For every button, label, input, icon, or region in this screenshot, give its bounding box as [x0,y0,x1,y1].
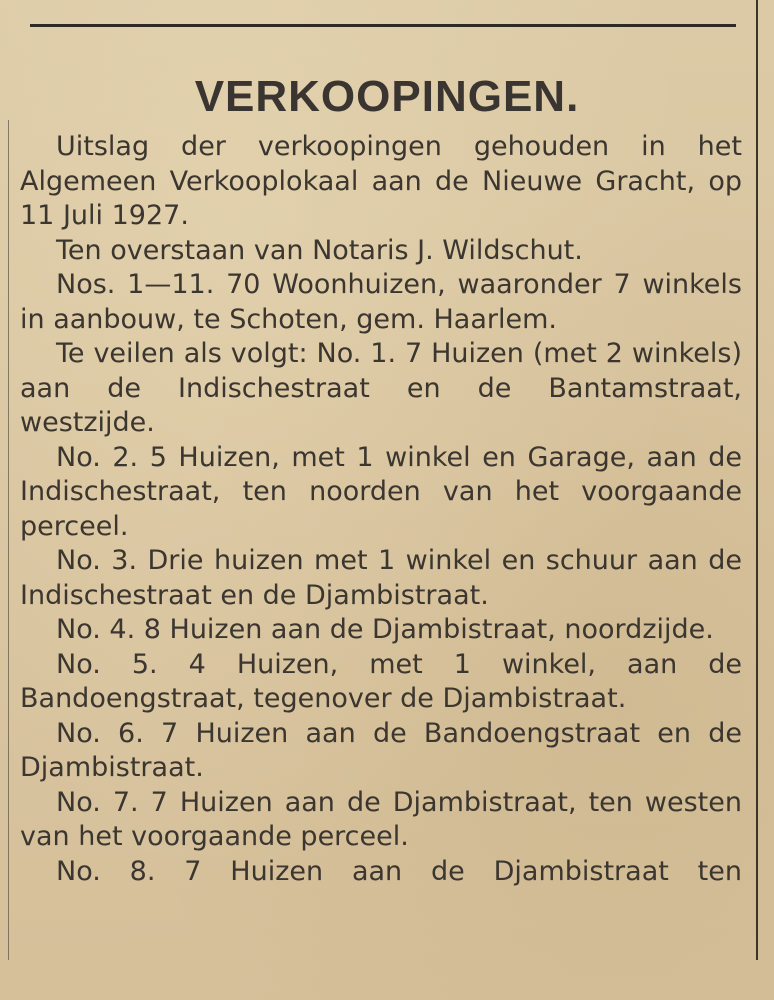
paragraph-lot-2: No. 2. 5 Huizen, met 1 winkel en Garage, aan de Indischestraat, ten noorden van het voorgaande perceel. [20,441,742,542]
paragraph-lot-8: No. 8. 7 Huizen aan de Djambistraat ten [56,855,742,887]
article-title: VERKOOPINGEN. [194,72,580,121]
paragraph-intro: Uitslag der verkoopingen gehouden in het Algemeen Verkooplokaal aan de Nieuwe Gracht, op 11 Juli 1927. [20,131,742,231]
paragraph-lot-3: No. 3. Drie huizen met 1 winkel en schuur aan de Indischestraat en de Djambistraat. [20,545,742,611]
paragraph-nos-1-11: Nos. 1—11. 70 Woonhuizen, waaronder 7 winkels in aanbouw, te Schoten, gem. Haarlem. [20,269,742,335]
paragraph-lot-6: No. 6. 7 Huizen aan de Bandoengstraat en de Djambistraat. [20,717,742,783]
paragraph-lot-7: No. 7. 7 Huizen aan de Djambistraat, ten westen van het voorgaande perceel. [20,786,742,852]
article-body [20,130,742,889]
top-rule [30,24,736,27]
column-divider-right [756,0,758,960]
paragraph-notary: Ten overstaan van Notaris J. Wildschut. [56,234,583,266]
paragraph-lot-1: Te veilen als volgt: No. 1. 7 Huizen (met 2 winkels) aan de Indischestraat en de Bantamstraat, westzijde. [20,338,742,438]
paragraph-lot-4: No. 4. 8 Huizen aan de Djambistraat, noordzijde. [56,614,714,645]
column-divider-left [8,120,9,960]
paragraph-lot-5: No. 5. 4 Huizen, met 1 winkel, aan de Bandoengstraat, tegenover de Djambistraat. [20,648,742,714]
